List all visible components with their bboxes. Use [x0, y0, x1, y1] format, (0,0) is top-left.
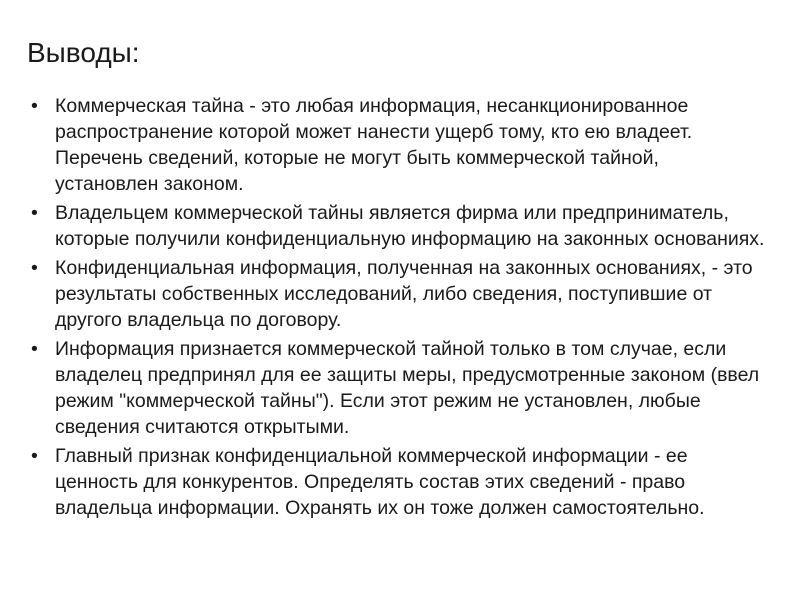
bullet-marker: • — [31, 257, 38, 279]
bullet-text: Владельцем коммерческой тайны является фирма или предприниматель, которые получили конфиденциальную информацию на законных основаниях. — [55, 202, 765, 250]
bullet-text: Конфиденциальная информация, полученная на законных основаниях, - это результаты собственных исследований, либо сведения, поступившие от другого владельца по договору. — [55, 257, 753, 331]
bullet-text: Информация признается коммерческой тайной только в том случае, если владелец предпринял для ее защиты меры, предусмотренные законом (ввел режим "коммерческой тайны"). Если этот режим не установлен, любые сведения считаются открытыми. — [55, 338, 760, 438]
list-item — [27, 336, 767, 440]
bullet-marker: • — [31, 445, 38, 467]
bullet-marker: • — [31, 202, 38, 224]
bullet-list — [27, 93, 767, 524]
bullet-marker: • — [31, 338, 38, 360]
bullet-text: Главный признак конфиденциальной коммерческой информации - ее ценность для конкурентов. Определять состав этих сведений - право владельца информации. Охранять их он тоже должен самостоятельно. — [55, 445, 705, 519]
list-item — [27, 255, 767, 333]
list-item — [27, 443, 767, 521]
bullet-marker: • — [31, 95, 38, 117]
list-item — [27, 200, 767, 252]
slide-title: Выводы: — [27, 37, 140, 68]
bullet-text: Коммерческая тайна - это любая информация, несанкционированное распространение которой может нанести ущерб тому, кто ею владеет. Перечень сведений, которые не могут быть коммерческой тайной, установлен законом. — [55, 95, 693, 195]
list-item — [27, 93, 767, 197]
